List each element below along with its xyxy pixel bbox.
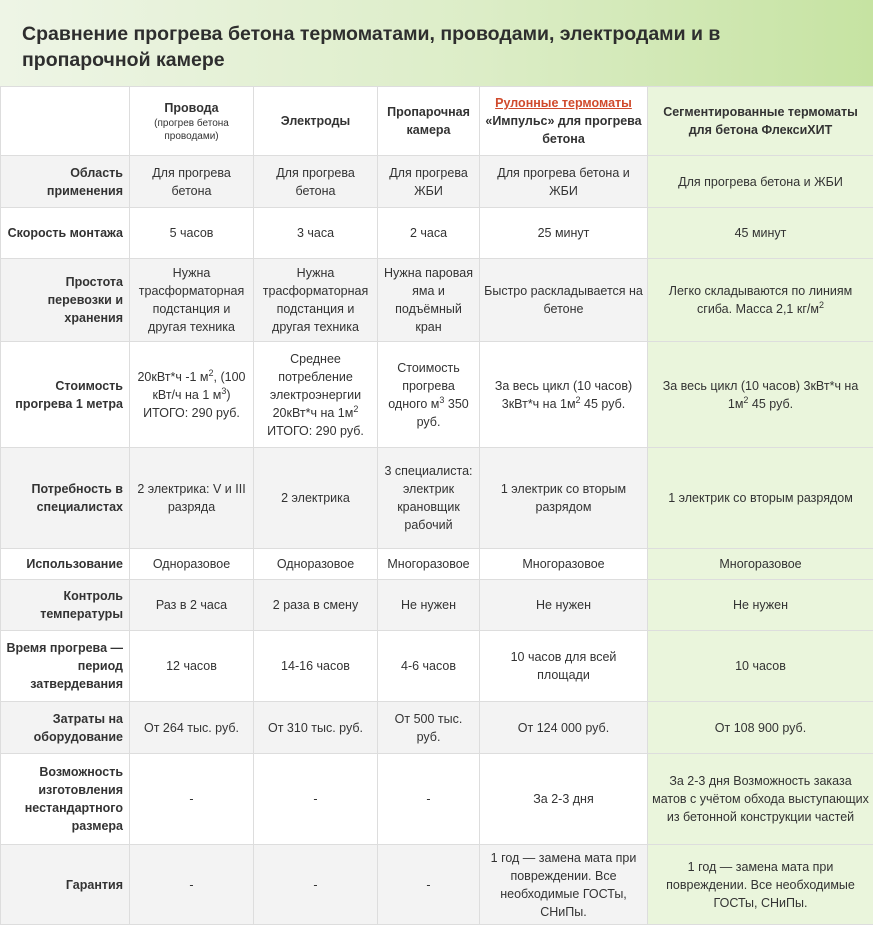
cell-wires: Для прогрева бетона bbox=[130, 156, 254, 208]
cell-chamber: - bbox=[378, 754, 480, 845]
table-row-staff bbox=[1, 448, 873, 549]
table-row-warranty bbox=[1, 845, 873, 925]
cell-segmented: Многоразовое bbox=[648, 549, 873, 580]
cell-wires: 20кВт*ч -1 $м^2$, (100 кВт/ч на 1 $м^3$) ИТОГО: 290 руб. bbox=[130, 342, 254, 448]
cell-rolled: 1 год — замена мата при повреждении. Все необходимые ГОСТы, СНиПы. bbox=[480, 845, 648, 925]
cell-segmented: Легко складываются по линиям сгиба. Масса 2,1 $кг/м^2$ bbox=[648, 259, 873, 342]
cell-segmented: Не нужен bbox=[648, 580, 873, 631]
cell-electrodes: Одноразовое bbox=[254, 549, 378, 580]
cell-electrodes: - bbox=[254, 754, 378, 845]
cell-chamber: - bbox=[378, 845, 480, 925]
title-banner bbox=[0, 0, 873, 86]
cell-segmented: От 108 900 руб. bbox=[648, 702, 873, 754]
cell-segmented: 1 год — замена мата при повреждении. Все необходимые ГОСТы, СНиПы. bbox=[648, 845, 873, 925]
cell-rolled: Многоразовое bbox=[480, 549, 648, 580]
cell-chamber: От 500 тыс. руб. bbox=[378, 702, 480, 754]
col-header-note: (прогрев бетона проводами) bbox=[134, 117, 249, 143]
cell-segmented: За 2-3 дня Возможность заказа матов с учётом обхода выступающих из бетонной конструкции частей bbox=[648, 754, 873, 845]
row-label: Контроль температуры bbox=[1, 580, 130, 631]
cell-segmented: За весь цикл (10 часов) 3кВт*ч на $1м^2$ 45 руб. bbox=[648, 342, 873, 448]
cell-electrodes: 2 раза в смену bbox=[254, 580, 378, 631]
row-label: Время прогрева — период затвердевания bbox=[1, 631, 130, 702]
cell-segmented: 10 часов bbox=[648, 631, 873, 702]
cell-chamber: 2 часа bbox=[378, 208, 480, 259]
table-row-control bbox=[1, 580, 873, 631]
col-header-label: Провода bbox=[164, 101, 218, 115]
cell-rolled: За весь цикл (10 часов) 3кВт*ч на $1м^2$ 45 руб. bbox=[480, 342, 648, 448]
table-row-cost bbox=[1, 342, 873, 448]
col-header-rolled bbox=[480, 87, 648, 156]
cell-wires: 2 электрика: V и III разряда bbox=[130, 448, 254, 549]
cell-chamber: Стоимость прогрева одного $м^3$ 350 руб. bbox=[378, 342, 480, 448]
corner-cell bbox=[1, 87, 130, 156]
cell-rolled: Быстро раскладывается на бетоне bbox=[480, 259, 648, 342]
col-header-segmented: Сегментированные термоматы для бетона ФлексиХИТ bbox=[648, 87, 873, 156]
row-label: Использование bbox=[1, 549, 130, 580]
table-row-usage bbox=[1, 549, 873, 580]
col-header-label: «Импульс» для прогрева бетона bbox=[485, 114, 641, 146]
cell-rolled: От 124 000 руб. bbox=[480, 702, 648, 754]
cell-segmented: 1 электрик со вторым разрядом bbox=[648, 448, 873, 549]
cell-wires: - bbox=[130, 845, 254, 925]
cell-wires: Одноразовое bbox=[130, 549, 254, 580]
cell-rolled: 25 минут bbox=[480, 208, 648, 259]
row-label: Простота перевозки и хранения bbox=[1, 259, 130, 342]
row-label: Скорость монтажа bbox=[1, 208, 130, 259]
cell-electrodes: 3 часа bbox=[254, 208, 378, 259]
cell-rolled: Для прогрева бетона и ЖБИ bbox=[480, 156, 648, 208]
cell-electrodes: Для прогрева бетона bbox=[254, 156, 378, 208]
cell-wires: 5 часов bbox=[130, 208, 254, 259]
cell-chamber: Не нужен bbox=[378, 580, 480, 631]
cell-segmented: Для прогрева бетона и ЖБИ bbox=[648, 156, 873, 208]
comparison-table bbox=[0, 86, 873, 925]
cell-electrodes: Нужна трасформаторная подстанция и другая техника bbox=[254, 259, 378, 342]
col-header-chamber: Пропарочная камера bbox=[378, 87, 480, 156]
cell-segmented: 45 минут bbox=[648, 208, 873, 259]
row-label: Возможность изготовления нестандартного размера bbox=[1, 754, 130, 845]
cell-wires: Раз в 2 часа bbox=[130, 580, 254, 631]
table-row-time bbox=[1, 631, 873, 702]
col-header-wires bbox=[130, 87, 254, 156]
cell-rolled: Не нужен bbox=[480, 580, 648, 631]
rolled-mats-link[interactable]: Рулонные термоматы bbox=[484, 94, 643, 112]
row-label: Затраты на оборудование bbox=[1, 702, 130, 754]
cell-electrodes: От 310 тыс. руб. bbox=[254, 702, 378, 754]
cell-electrodes: 14-16 часов bbox=[254, 631, 378, 702]
table-row-equipment bbox=[1, 702, 873, 754]
table-row-transport bbox=[1, 259, 873, 342]
row-label: Гарантия bbox=[1, 845, 130, 925]
cell-wires: - bbox=[130, 754, 254, 845]
cell-wires: 12 часов bbox=[130, 631, 254, 702]
cell-chamber: Для прогрева ЖБИ bbox=[378, 156, 480, 208]
cell-rolled: 1 электрик со вторым разрядом bbox=[480, 448, 648, 549]
cell-wires: От 264 тыс. руб. bbox=[130, 702, 254, 754]
cell-rolled: 10 часов для всей площади bbox=[480, 631, 648, 702]
row-label: Стоимость прогрева 1 метра bbox=[1, 342, 130, 448]
row-label: Потребность в специалистах bbox=[1, 448, 130, 549]
cell-electrodes: Среднее потребление электроэнергии 20кВт*ч на $1м^2$ ИТОГО: 290 руб. bbox=[254, 342, 378, 448]
cell-wires: Нужна трасформаторная подстанция и другая техника bbox=[130, 259, 254, 342]
cell-electrodes: 2 электрика bbox=[254, 448, 378, 549]
row-label: Область применения bbox=[1, 156, 130, 208]
page-title: Сравнение прогрева бетона термоматами, проводами, электродами и в пропарочной камере bbox=[22, 21, 851, 73]
cell-chamber: Многоразовое bbox=[378, 549, 480, 580]
cell-rolled: За 2-3 дня bbox=[480, 754, 648, 845]
table-row-scope bbox=[1, 156, 873, 208]
cell-electrodes: - bbox=[254, 845, 378, 925]
col-header-electrodes: Электроды bbox=[254, 87, 378, 156]
cell-chamber: Нужна паровая яма и подъёмный кран bbox=[378, 259, 480, 342]
cell-chamber: 4-6 часов bbox=[378, 631, 480, 702]
header-row bbox=[1, 87, 873, 156]
table-row-custom bbox=[1, 754, 873, 845]
cell-chamber: 3 специалиста: электрик крановщик рабочий bbox=[378, 448, 480, 549]
table-row-speed bbox=[1, 208, 873, 259]
